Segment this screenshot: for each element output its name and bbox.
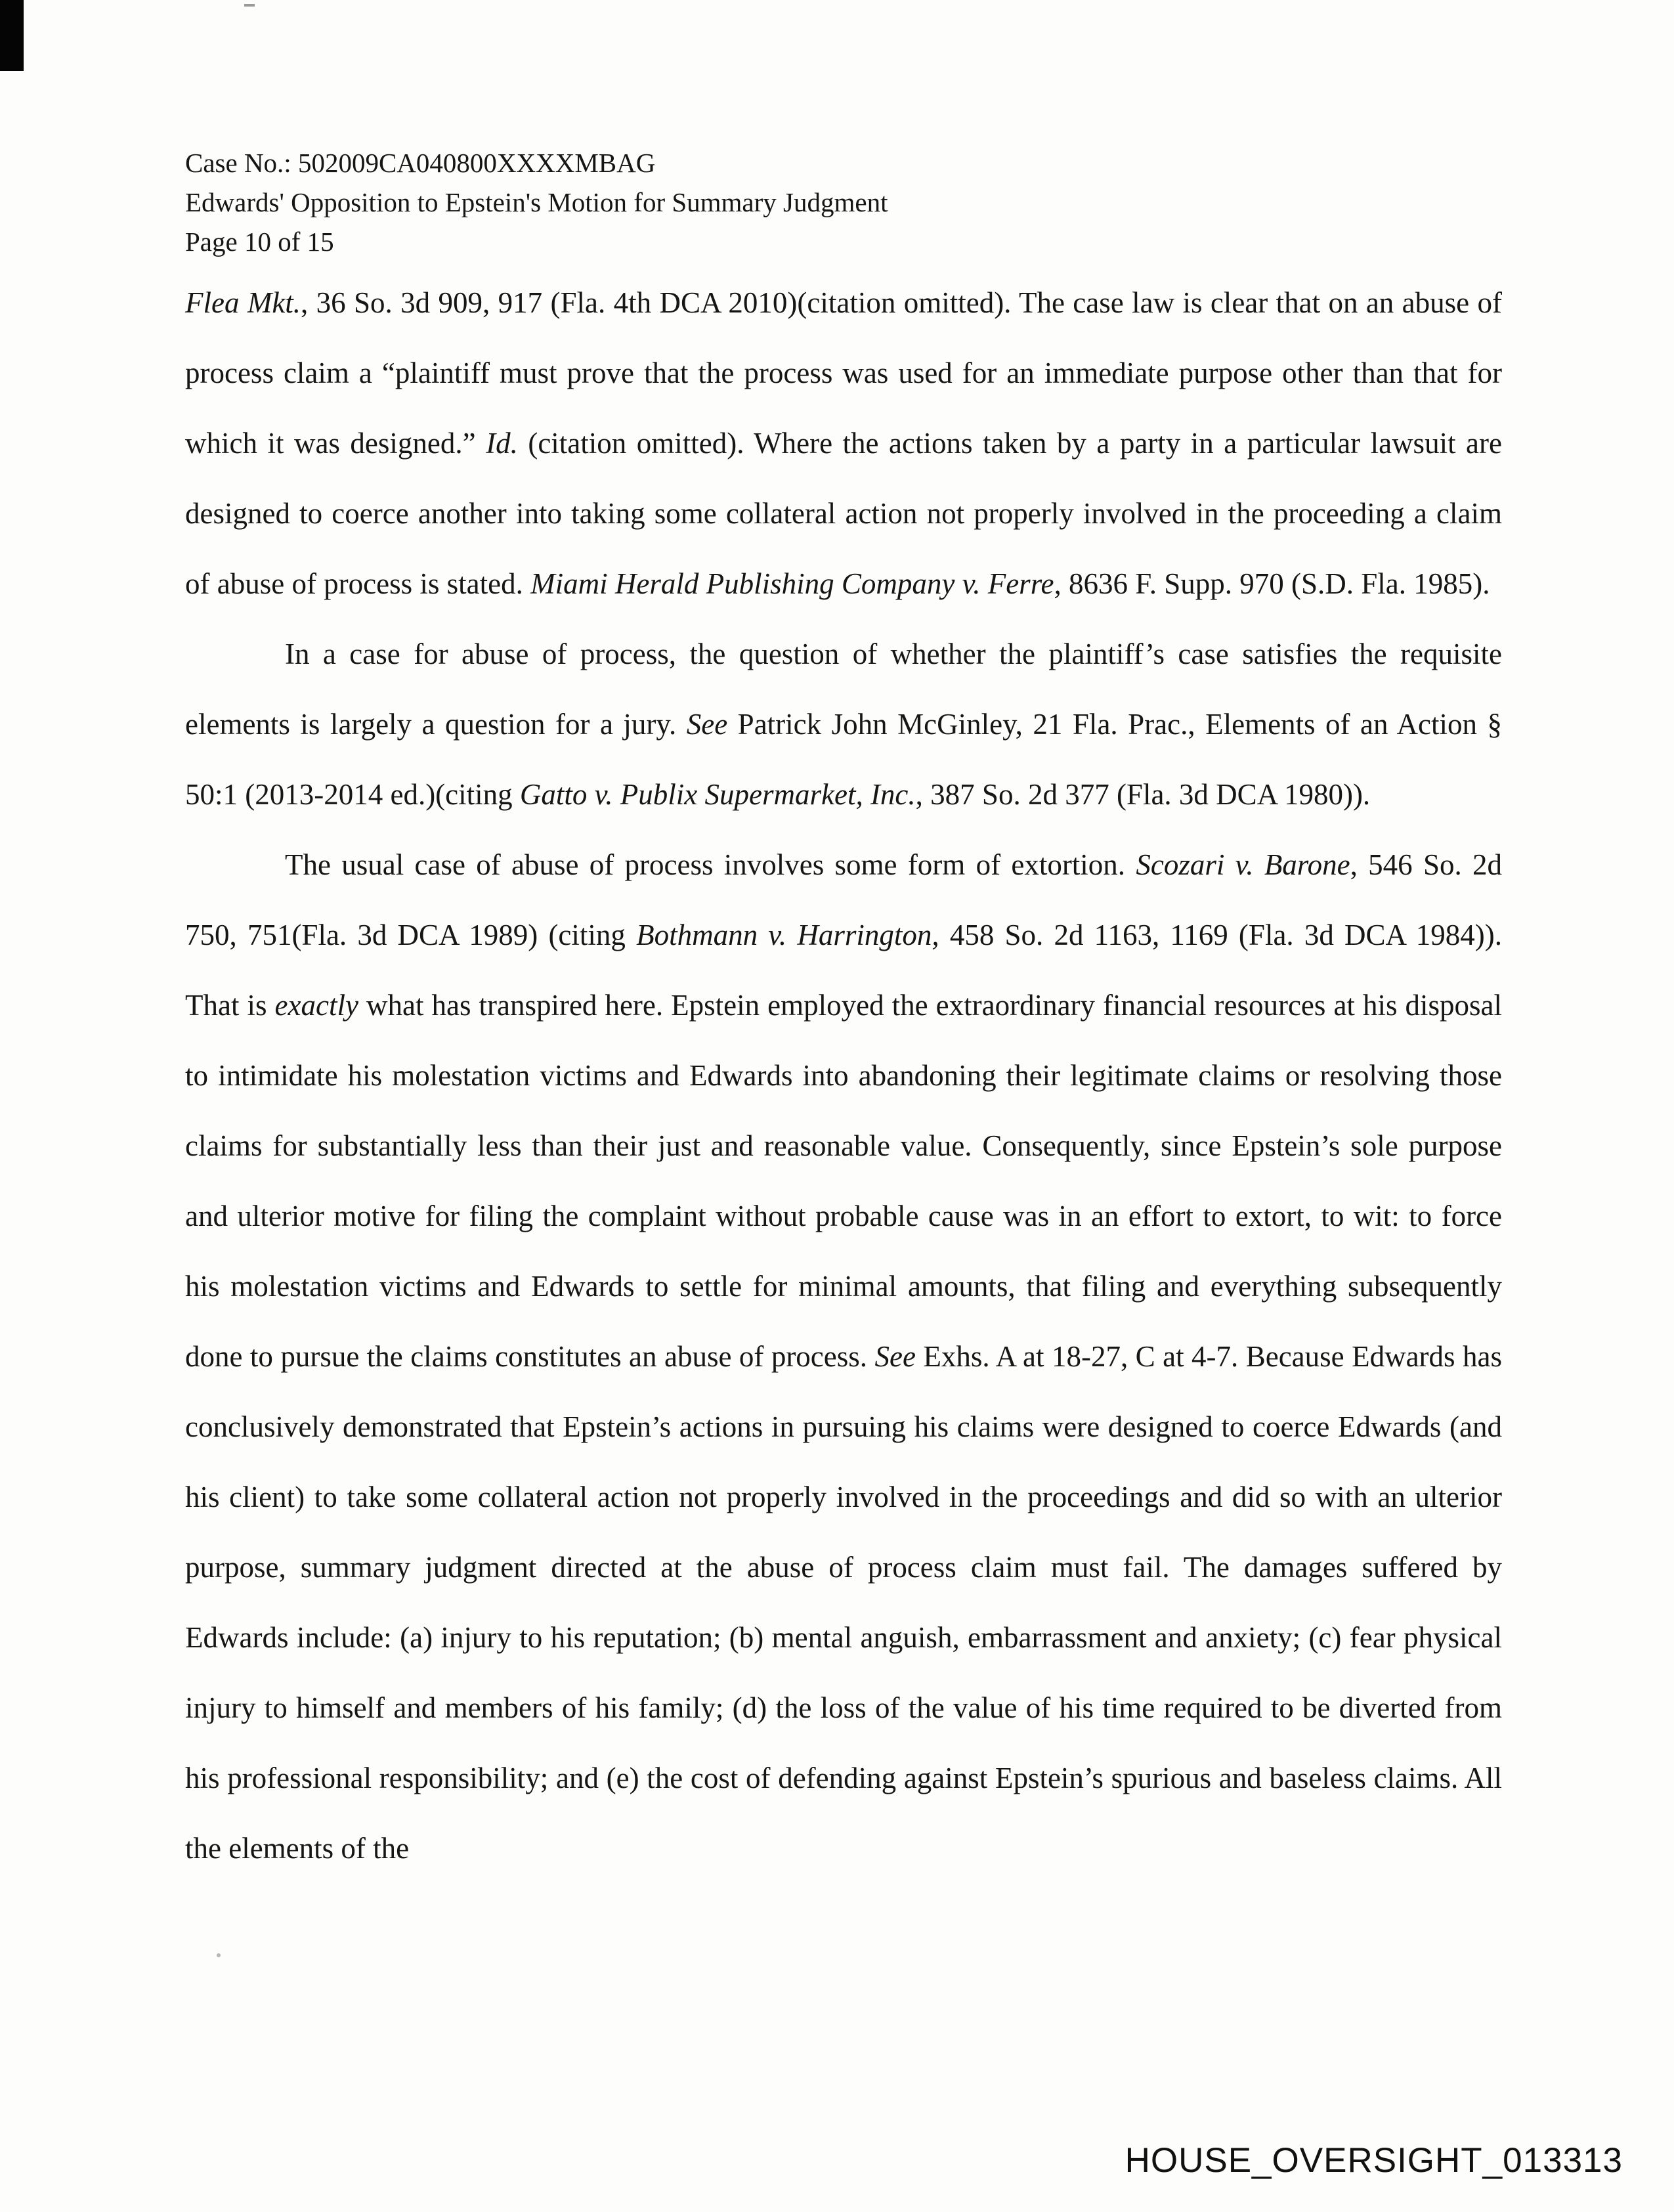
scan-artifact-corner bbox=[0, 0, 24, 71]
paragraph-extortion bbox=[185, 830, 1502, 1884]
citation-italic-text: exactly bbox=[274, 989, 358, 1022]
body-text-run: , 36 So. 3d 909, 917 (Fla. 4th DCA 2010)(citation omitted). The case law is clear that on an abuse of process claim a “plaintiff must prove that the process was used for an immediate purpose other than that for which it was designed.” bbox=[185, 286, 1502, 460]
citation-italic-text: Flea Mkt. bbox=[185, 286, 301, 319]
paragraph-continuation bbox=[185, 268, 1502, 619]
page-number-line: Page 10 of 15 bbox=[185, 227, 334, 257]
body-text-run: (citation omitted). Where the actions taken by a party in a particular lawsuit are designed to coerce another into taking some collateral action not properly involved in the proceeding a claim of abuse of process is stated. bbox=[185, 427, 1502, 600]
citation-italic-text: Gatto v. Publix Supermarket, Inc. bbox=[519, 778, 916, 811]
citation-italic-text: Id. bbox=[486, 427, 518, 460]
document-title-line: Edwards' Opposition to Epstein's Motion for Summary Judgment bbox=[185, 187, 888, 217]
body-text-run: 458 So. 2d 1163, 1169 (Fla. 3d DCA 1984)). That is bbox=[185, 919, 1502, 1022]
body-text-run: what has transpired here. Epstein employed the extraordinary financial resources at his disposal to intimidate his molestation victims and Edwards into abandoning their legitimate claims or resolving those claims for substantially less than their just and reasonable value. Consequently, since Epstein’s sole purpose and ulterior motive for filing the complaint without probable cause was in an effort to extort, to wit: to force his molestation victims and Edwards to settle for minimal amounts, that filing and everything subsequently done to pursue the claims constitutes an abuse of process. bbox=[185, 989, 1502, 1373]
body-text-run: , 546 So. 2d 750, 751(Fla. 3d DCA 1989) (citing bbox=[185, 848, 1503, 951]
document-header bbox=[185, 143, 888, 261]
citation-italic-text: Scozari v. Barone bbox=[1136, 848, 1350, 881]
bates-number: HOUSE_OVERSIGHT_013313 bbox=[1125, 2141, 1623, 2180]
citation-italic-text: See bbox=[874, 1340, 916, 1373]
body-text-run: In a case for abuse of process, the question of whether the plaintiff’s case satisfies the requisite elements is largely a question for a jury. bbox=[185, 638, 1502, 741]
scan-artifact-tick-top bbox=[244, 4, 255, 7]
citation-italic-text: See bbox=[686, 708, 728, 741]
body-text-run: Exhs. A at 18-27, C at 4-7. Because Edwards has conclusively demonstrated that Epstein’s actions in pursuing his claims were designed to coerce Edwards (and his client) to take some collateral action not properly involved in the proceedings and did so with an ulterior purpose, summary judgment directed at the abuse of process claim must fail. The damages suffered by Edwards include: (a) injury to his reputation; (b) mental anguish, embarrassment and anxiety; (c) fear physical injury to himself and members of his family; (d) the loss of the value of his time required to be diverted from his professional responsibility; and (e) the cost of defending against Epstein’s spurious and baseless claims. All the elements of the bbox=[185, 1340, 1502, 1865]
document-body bbox=[185, 268, 1502, 1884]
citation-italic-text: Miami Herald Publishing Company v. Ferre, bbox=[530, 567, 1062, 600]
body-text-run: , 387 So. 2d 377 (Fla. 3d DCA 1980)). bbox=[915, 778, 1371, 811]
body-text-run: Patrick John McGinley, 21 Fla. Prac., Elements of an Action § 50:1 (2013-2014 ed.)(citing bbox=[185, 708, 1502, 811]
body-text-run: The usual case of abuse of process involves some form of extortion. bbox=[285, 848, 1136, 881]
scan-artifact-tick-bottom bbox=[217, 1953, 221, 1957]
citation-italic-text: Bothmann v. Harrington, bbox=[636, 919, 939, 951]
paragraph-jury-question bbox=[185, 619, 1502, 830]
body-text-run: 8636 F. Supp. 970 (S.D. Fla. 1985). bbox=[1061, 567, 1490, 600]
case-number-line: Case No.: 502009CA040800XXXXMBAG bbox=[185, 148, 656, 178]
